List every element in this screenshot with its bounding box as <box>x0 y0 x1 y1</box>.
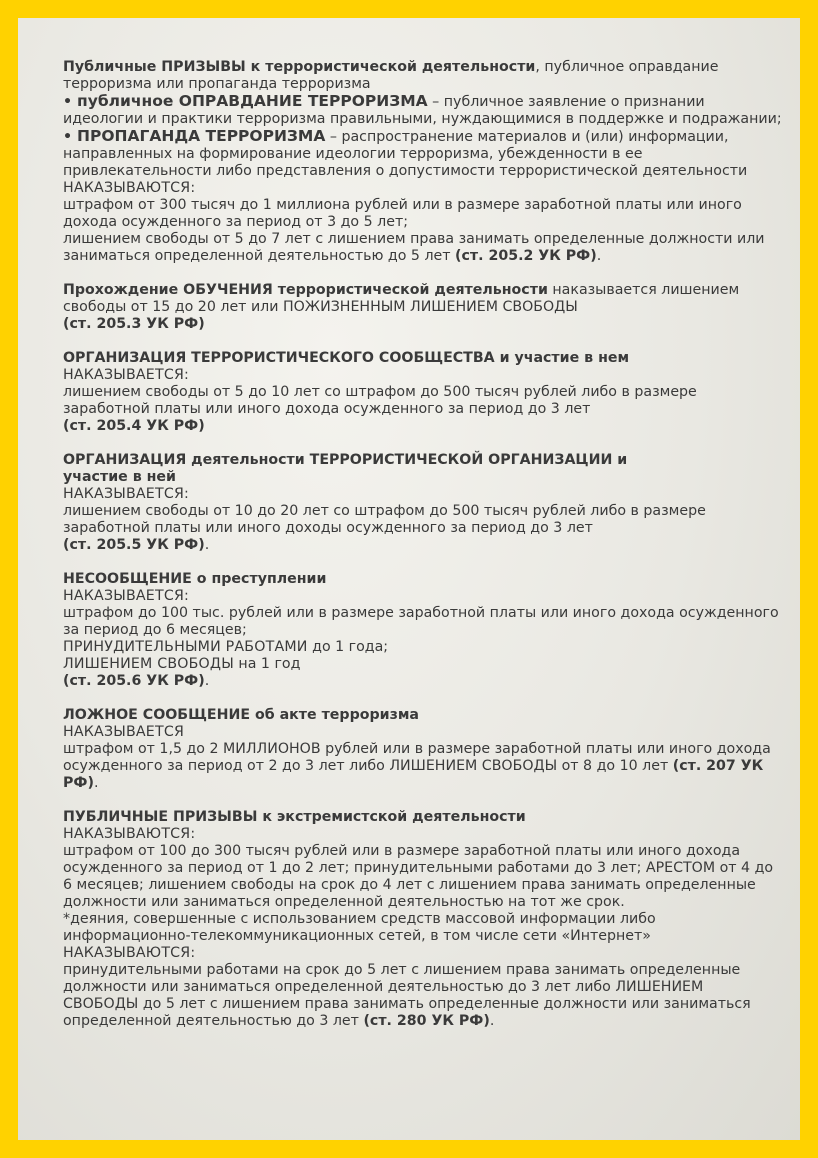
section-terror-community <box>63 350 783 435</box>
penalty-heading: НАКАЗЫВАЮТСЯ: <box>63 945 196 961</box>
penalty-heading: НАКАЗЫВАЮТСЯ: <box>63 180 196 196</box>
penalty-heading: НАКАЗЫВАЕТСЯ: <box>63 367 189 383</box>
bullet-item: • публичное ОПРАВДАНИЕ ТЕРРОРИЗМА – публичное заявление о признании идеологии и практики терроризма правильными, нуждающимися в поддержке и подражании; <box>63 92 782 127</box>
section-extremism-calls <box>63 809 783 1030</box>
page-sheet <box>18 18 800 1140</box>
section-terror-organization: ОРГАНИЗАЦИЯ деятельности ТЕРРОРИСТИЧЕСКОЙ ОРГАНИЗАЦИИ и участие в ней НАКАЗЫВАЕТСЯ: лишением свободы от 10 до 20 лет со штрафом до 500 тысяч рублей либо в размере заработной платы или иного доходы осужденного за период до 3 лет (ст. 205.5 УК РФ). <box>63 452 783 554</box>
section-title: ОРГАНИЗАЦИЯ деятельности ТЕРРОРИСТИЧЕСКОЙ ОРГАНИЗАЦИИ и участие в ней <box>63 452 628 485</box>
penalty-heading: НАКАЗЫВАЕТСЯ: <box>63 486 189 502</box>
penalty-heading: НАКАЗЫВАЕТСЯ: <box>63 588 189 604</box>
article-ref: (ст. 205.2 УК РФ) <box>455 248 597 264</box>
penalty-text: штрафом от 300 тысяч до 1 миллиона рублей или в размере заработной платы или иного дохода осужденного за период от 3 до 5 лет; <box>63 197 742 230</box>
document-body <box>63 59 783 1047</box>
section-title: Прохождение ОБУЧЕНИЯ террористической деятельности <box>63 282 548 298</box>
article-ref: (ст. 205.6 УК РФ) <box>63 673 205 689</box>
penalty-heading: НАКАЗЫВАЕТСЯ <box>63 724 184 740</box>
section-non-reporting: НЕСООБЩЕНИЕ о преступлении НАКАЗЫВАЕТСЯ: штрафом до 100 тыс. рублей или в размере заработной платы или иного дохода осужденного за период до 6 месяцев; ПРИНУДИТЕЛЬНЫМИ РАБОТАМИ до 1 года; ЛИШЕНИЕМ СВОБОДЫ на 1 год (ст. 205.6 УК РФ). <box>63 571 783 690</box>
penalty-text: ПРИНУДИТЕЛЬНЫМИ РАБОТАМИ до 1 года; <box>63 639 389 655</box>
penalty-text: лишением свободы от 5 до 10 лет со штрафом до 500 тысяч рублей либо в размере заработной платы или иного дохода осужденного за период до 3 лет <box>63 384 697 417</box>
article-ref: (ст. 207 УК РФ) <box>63 758 764 791</box>
section-title: Публичные ПРИЗЫВЫ к террористической деятельности <box>63 59 536 75</box>
penalty-text: штрафом от 1,5 до 2 МИЛЛИОНОВ рублей или в размере заработной платы или иного дохода осужденного за период от 2 до 3 лет либо ЛИШЕНИЕМ СВОБОДЫ от 8 до 10 лет (ст. 207 УК РФ). <box>63 741 771 791</box>
article-ref: (ст. 205.3 УК РФ) <box>63 316 205 332</box>
article-ref: (ст. 205.4 УК РФ) <box>63 418 205 434</box>
section-title: ПУБЛИЧНЫЕ ПРИЗЫВЫ к экстремистской деятельности <box>63 809 526 825</box>
penalty-heading: НАКАЗЫВАЮТСЯ: <box>63 826 196 842</box>
penalty-text: лишением свободы от 10 до 20 лет со штрафом до 500 тысяч рублей либо в размере заработной платы или иного доходы осужденного за период до 3 лет <box>63 503 706 536</box>
penalty-text: штрафом от 100 до 300 тысяч рублей или в размере заработной платы или иного дохода осужденного за период от 1 до 2 лет; принудительными работами до 3 лет; АРЕСТОМ от 4 до 6 месяцев; лишением свободы на срок до 4 лет с лишением права занимать определенные должности или заниматься определенной деятельностью на тот же срок. <box>63 843 774 910</box>
article-ref: (ст. 280 УК РФ) <box>363 1013 490 1029</box>
section-terror-calls <box>63 59 783 265</box>
penalty-text: штрафом до 100 тыс. рублей или в размере заработной платы или иного дохода осужденного за период до 6 месяцев; <box>63 605 779 638</box>
paragraph: Публичные ПРИЗЫВЫ к террористической деятельности, публичное оправдание терроризма или пропаганда терроризма <box>63 59 719 92</box>
bullet-item: • ПРОПАГАНДА ТЕРРОРИЗМА – распространение материалов и (или) информации, направленных на формирование идеологии терроризма, убежденности в ее привлекательности либо представления о допустимости террористической деятельности <box>63 127 748 179</box>
section-title: ОРГАНИЗАЦИЯ ТЕРРОРИСТИЧЕСКОГО СООБЩЕСТВА и участие в нем <box>63 350 630 366</box>
section-title: НЕСООБЩЕНИЕ о преступлении <box>63 571 327 587</box>
paragraph: Прохождение ОБУЧЕНИЯ террористической деятельности наказывается лишением свободы от 15 до 20 лет или ПОЖИЗНЕННЫМ ЛИШЕНИЕМ СВОБОДЫ <box>63 282 740 315</box>
section-title: ЛОЖНОЕ СООБЩЕНИЕ об акте терроризма <box>63 707 419 723</box>
section-terror-training <box>63 282 783 333</box>
penalty-text: принудительными работами на срок до 5 лет с лишением права занимать определенные должности или заниматься определенной деятельностью до 3 лет либо ЛИШЕНИЕМ СВОБОДЫ до 5 лет с лишением права занимать определенные должности или заниматься определенной деятельностью до 3 лет (ст. 280 УК РФ). <box>63 962 751 1029</box>
article-ref: (ст. 205.5 УК РФ) <box>63 537 205 553</box>
note-text: *деяния, совершенные с использованием средств массовой информации либо информационно-телекоммуникационных сетей, в том числе сети «Интернет» <box>63 911 656 944</box>
section-false-report <box>63 707 783 792</box>
penalty-text: ЛИШЕНИЕМ СВОБОДЫ на 1 год <box>63 656 301 672</box>
penalty-text: лишением свободы от 5 до 7 лет с лишением права занимать определенные должности или заниматься определенной деятельностью до 5 лет (ст. 205.2 УК РФ). <box>63 231 765 264</box>
